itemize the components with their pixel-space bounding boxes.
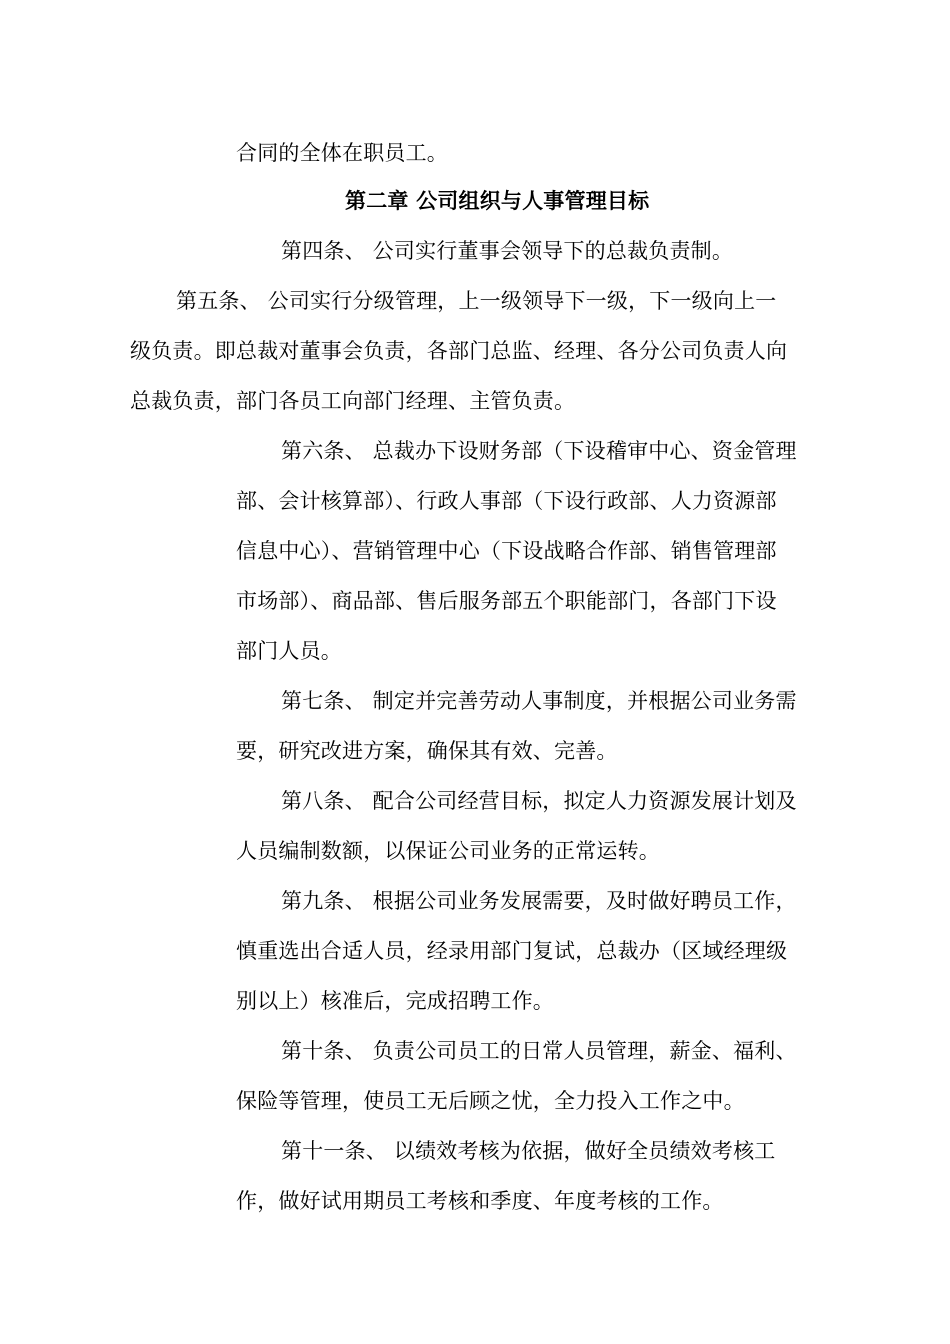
article-6-line-4: 市场部）、商品部、售后服务部五个职能部门，各部门下设 <box>236 589 777 613</box>
article-5-line-1: 第五条、 公司实行分级管理，上一级领导下一级，下一级向上一 <box>176 289 777 313</box>
article-11-line-2: 作，做好试用期员工考核和季度、年度考核的工作。 <box>236 1189 724 1213</box>
article-4-line-1: 第四条、 公司实行董事会领导下的总裁负责制。 <box>281 239 734 263</box>
article-6-line-5: 部门人员。 <box>236 639 342 663</box>
article-9-line-2: 慎重选出合适人员，经录用部门复试，总裁办（区域经理级 <box>236 939 788 963</box>
article-5-line-2: 级负责。即总裁对董事会负责，各部门总监、经理、各分公司负责人向 <box>130 339 788 363</box>
article-8-line-2: 人员编制数额，以保证公司业务的正常运转。 <box>236 839 660 863</box>
article-10-line-2: 保险等管理，使员工无后顾之忧，全力投入工作之中。 <box>236 1089 745 1113</box>
article-5-line-3: 总裁负责，部门各员工向部门经理、主管负责。 <box>130 389 576 413</box>
article-7-line-1: 第七条、 制定并完善劳动人事制度，并根据公司业务需 <box>281 689 797 713</box>
article-7-line-2: 要，研究改进方案，确保其有效、完善。 <box>236 739 618 763</box>
article-9-line-3: 别以上）核准后，完成招聘工作。 <box>236 989 554 1013</box>
opening-line: 合同的全体在职员工。 <box>236 141 448 165</box>
article-11-line-1: 第十一条、 以绩效考核为依据，做好全员绩效考核工 <box>281 1139 776 1163</box>
article-6-line-2: 部、会计核算部）、行政人事部（下设行政部、人力资源部 <box>236 489 777 513</box>
chapter-heading: 第二章 公司组织与人事管理目标 <box>345 188 650 213</box>
article-6-line-3: 信息中心）、营销管理中心（下设战略合作部、销售管理部 <box>236 539 777 563</box>
article-8-line-1: 第八条、 配合公司经营目标，拟定人力资源发展计划及 <box>281 789 797 813</box>
article-9-line-1: 第九条、 根据公司业务发展需要，及时做好聘员工作， <box>281 889 797 913</box>
article-6-line-1: 第六条、 总裁办下设财务部（下设稽审中心、资金管理 <box>281 439 797 463</box>
article-10-line-1: 第十条、 负责公司员工的日常人员管理，薪金、福利、 <box>281 1039 797 1063</box>
